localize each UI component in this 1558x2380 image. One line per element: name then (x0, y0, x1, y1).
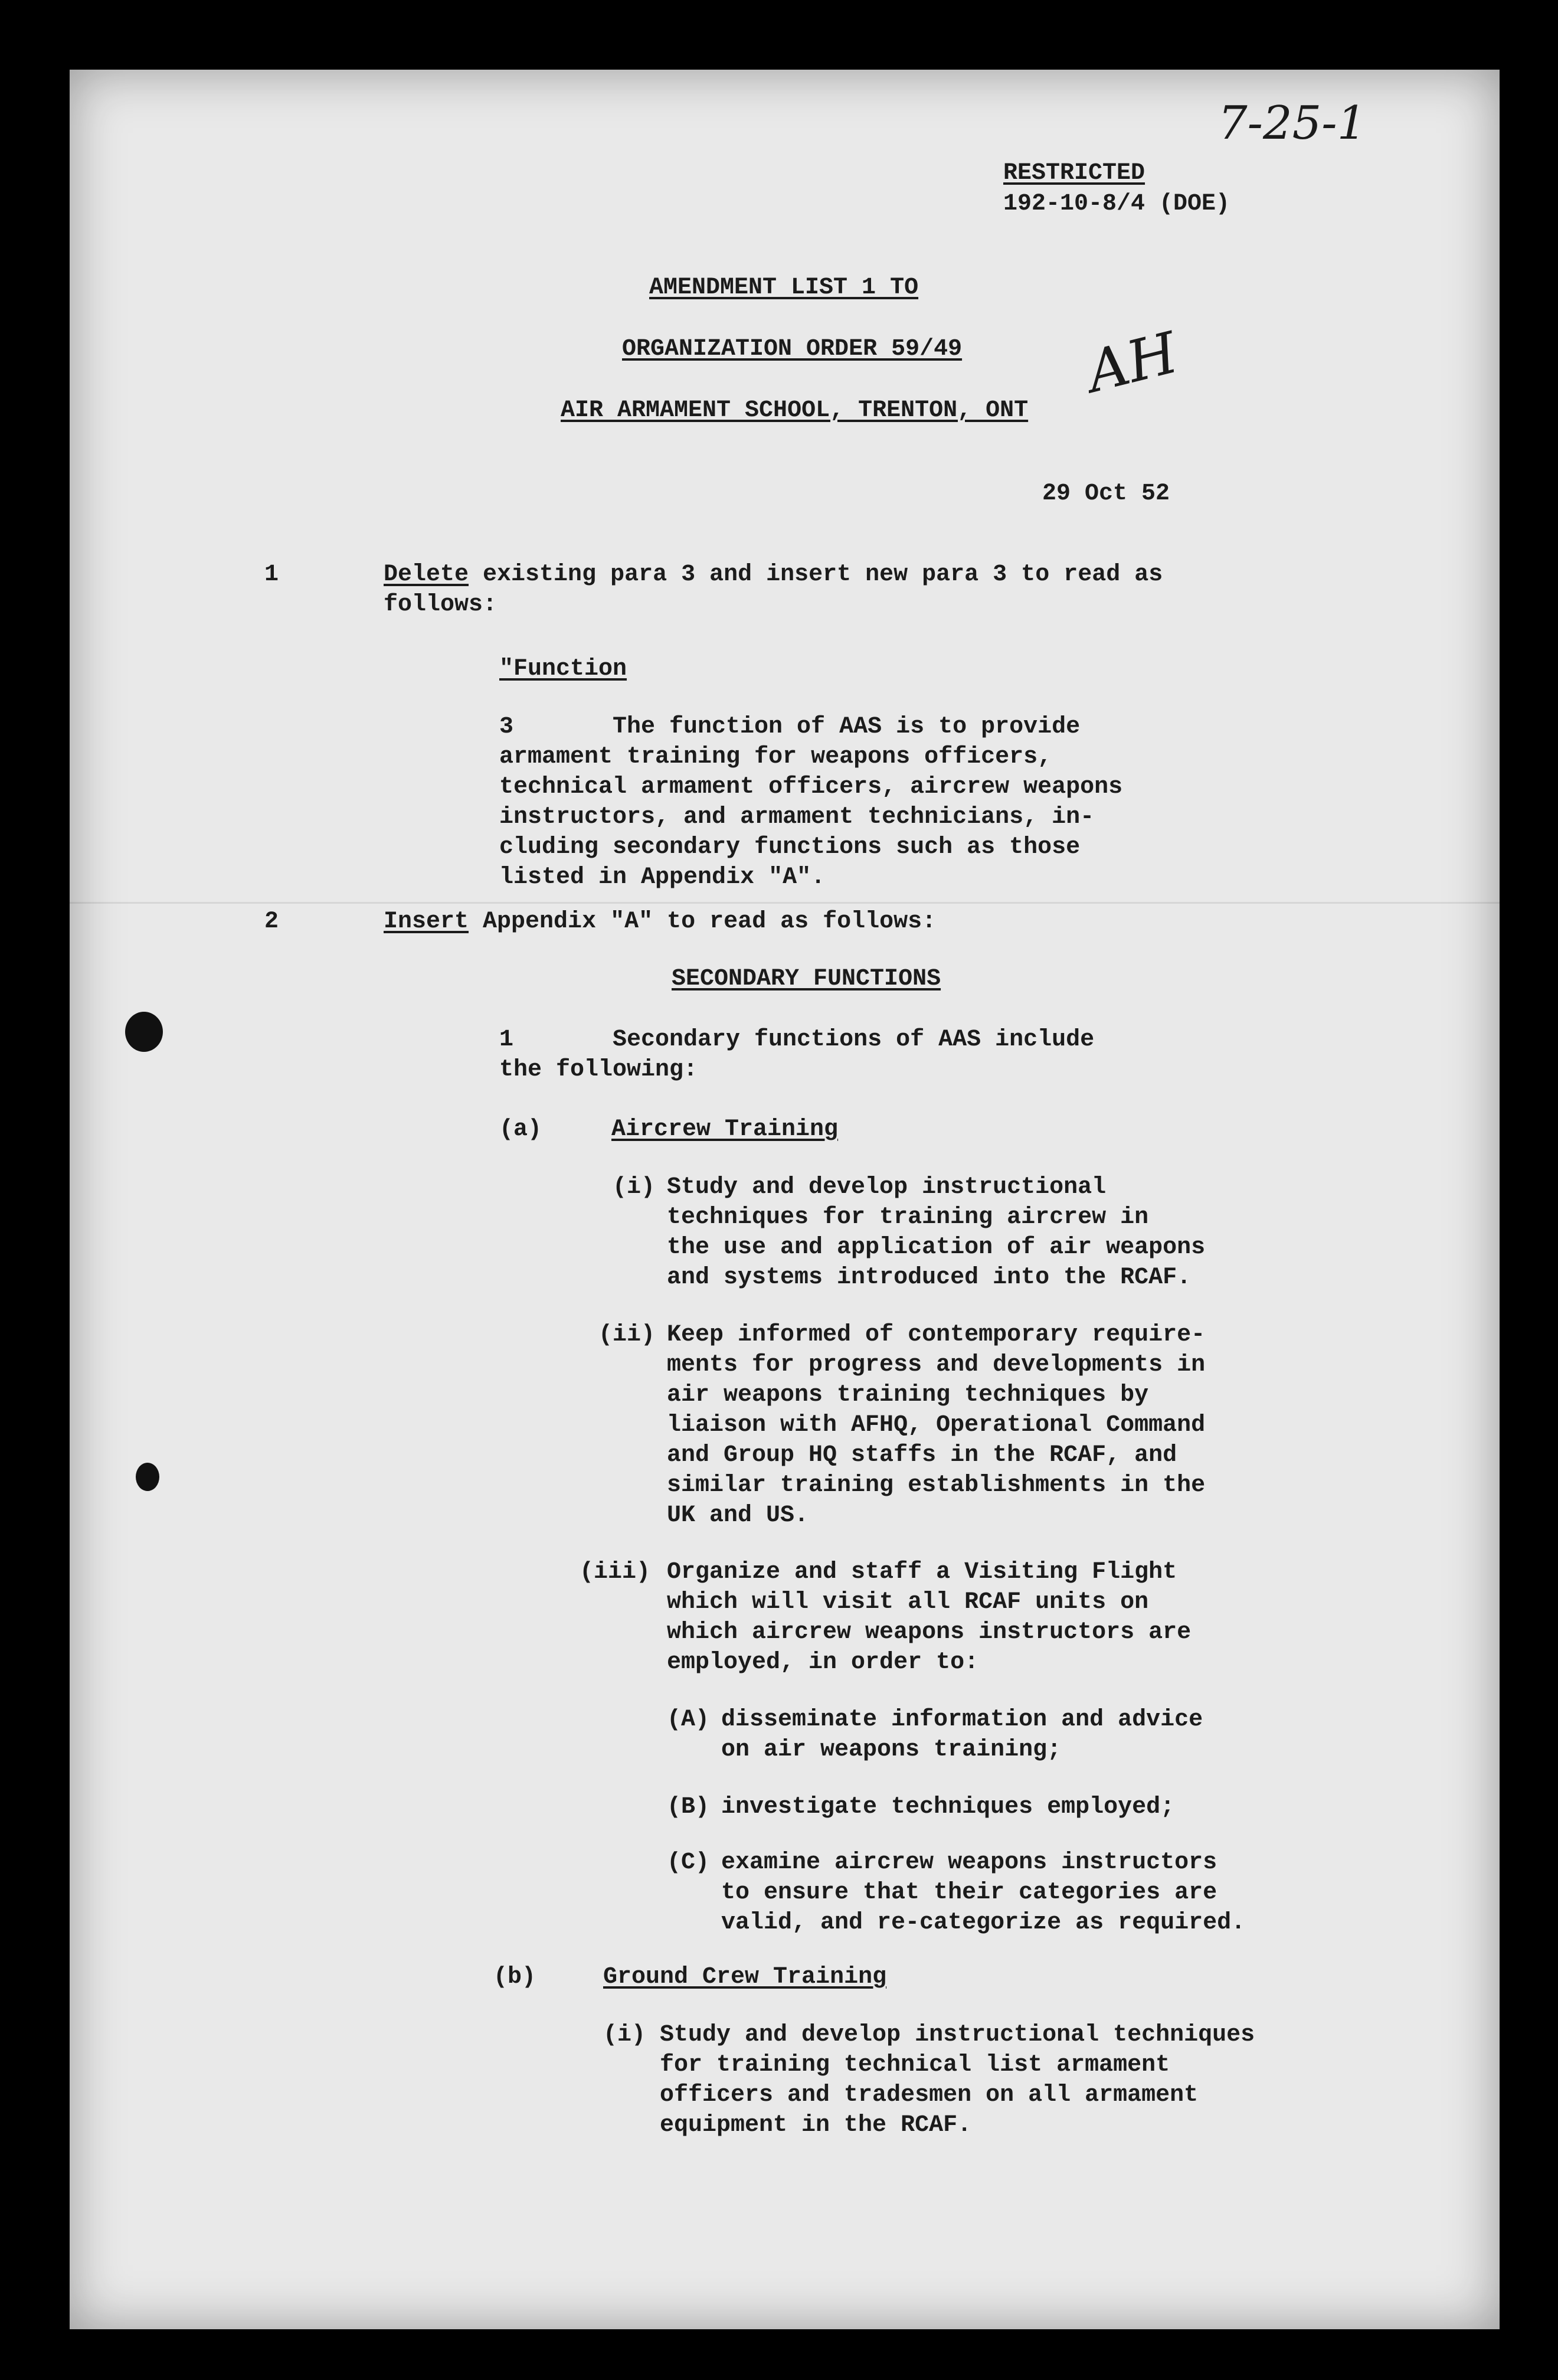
a-iii-line-3: which aircrew weapons instructors are (667, 1619, 1192, 1646)
function-line-2: armament training for weapons officers, (499, 744, 1052, 770)
item-1-line-1: Secondary functions of AAS include (613, 1026, 1095, 1053)
para-1-text-line-1 (384, 560, 1163, 590)
subitem-a-ii-label: (ii) (598, 1322, 656, 1348)
para-2-keyword: Insert (384, 908, 469, 935)
subitem-b-i-label: (i) (603, 2022, 646, 2048)
function-para-number: 3 (499, 714, 514, 740)
C-line-2: to ensure that their categories are (721, 1879, 1217, 1906)
subitem-A-label: (A) (667, 1706, 710, 1733)
A-line-1: disseminate information and advice (721, 1706, 1203, 1733)
C-line-3: valid, and re-categorize as required. (721, 1910, 1246, 1936)
function-line-1: The function of AAS is to provide (613, 714, 1081, 740)
para-1-text: existing para 3 and insert new para 3 to read as (469, 561, 1163, 588)
a-ii-line-4: liaison with AFHQ, Operational Command (667, 1412, 1206, 1439)
function-heading: "Function (499, 656, 627, 682)
subitem-b-label: (b) (493, 1964, 536, 1990)
para-1-keyword: Delete (384, 561, 469, 588)
para-2-text: Appendix "A" to read as follows: (469, 908, 937, 935)
a-i-line-3: the use and application of air weapons (667, 1234, 1206, 1261)
A-line-2: on air weapons training; (721, 1737, 1062, 1763)
function-line-4: instructors, and armament technicians, in- (499, 804, 1095, 831)
C-line-1: examine aircrew weapons instructors (721, 1849, 1217, 1876)
a-iii-line-4: employed, in order to: (667, 1649, 979, 1676)
a-ii-line-3: air weapons training techniques by (667, 1382, 1149, 1408)
function-line-3: technical armament officers, aircrew weapons (499, 774, 1123, 800)
a-ii-line-5: and Group HQ staffs in the RCAF, and (667, 1442, 1177, 1469)
subitem-C-label: (C) (667, 1849, 710, 1876)
para-2-number: 2 (264, 908, 279, 935)
handwritten-reference: 7-25-1 (1218, 97, 1367, 150)
secondary-functions-heading: SECONDARY FUNCTIONS (672, 966, 941, 992)
a-ii-line-6: similar training establishments in the (667, 1472, 1206, 1499)
a-ii-line-7: UK and US. (667, 1502, 809, 1529)
a-i-line-1: Study and develop instructional (667, 1174, 1107, 1201)
b-i-line-3: officers and tradesmen on all armament (660, 2082, 1199, 2108)
title-line-3: AIR ARMAMENT SCHOOL, TRENTON, ONT (561, 397, 1029, 424)
subitem-a-i-label: (i) (613, 1174, 656, 1201)
B-line-1: investigate techniques employed; (721, 1794, 1175, 1820)
b-i-line-1: Study and develop instructional techniques (660, 2022, 1255, 2048)
punch-hole-bottom (136, 1463, 159, 1491)
function-line-5: cluding secondary functions such as those (499, 834, 1081, 861)
punch-hole-top (125, 1012, 163, 1052)
para-1-number: 1 (264, 561, 279, 588)
a-iii-line-2: which will visit all RCAF units on (667, 1589, 1149, 1616)
item-1-number: 1 (499, 1026, 514, 1053)
aircrew-training-heading: Aircrew Training (611, 1116, 839, 1143)
document-page (70, 70, 1500, 2329)
document-date: 29 Oct 52 (1042, 480, 1170, 507)
a-i-line-2: techniques for training aircrew in (667, 1204, 1149, 1231)
a-ii-line-1: Keep informed of contemporary require- (667, 1322, 1206, 1348)
b-i-line-2: for training technical list armament (660, 2052, 1170, 2078)
a-iii-line-1: Organize and staff a Visiting Flight (667, 1559, 1177, 1585)
handwritten-initials: AH (1080, 319, 1184, 406)
title-line-1: AMENDMENT LIST 1 TO (649, 274, 919, 301)
page-fold-line (70, 902, 1500, 904)
a-ii-line-2: ments for progress and developments in (667, 1352, 1206, 1378)
title-line-2: ORGANIZATION ORDER 59/49 (622, 336, 963, 362)
function-line-6: listed in Appendix "A". (499, 864, 826, 891)
file-number: 192-10-8/4 (DOE) (1003, 191, 1230, 217)
para-1-text-line-2: follows: (384, 591, 497, 618)
b-i-line-4: equipment in the RCAF. (660, 2112, 972, 2139)
classification-marking: RESTRICTED (1003, 160, 1145, 187)
subitem-a-label: (a) (499, 1116, 542, 1143)
para-2-text-line (384, 907, 936, 937)
subitem-a-iii-label: (iii) (580, 1559, 651, 1585)
ground-crew-training-heading: Ground Crew Training (603, 1964, 887, 1990)
subitem-B-label: (B) (667, 1794, 710, 1820)
item-1-line-2: the following: (499, 1057, 698, 1083)
a-i-line-4: and systems introduced into the RCAF. (667, 1264, 1192, 1291)
